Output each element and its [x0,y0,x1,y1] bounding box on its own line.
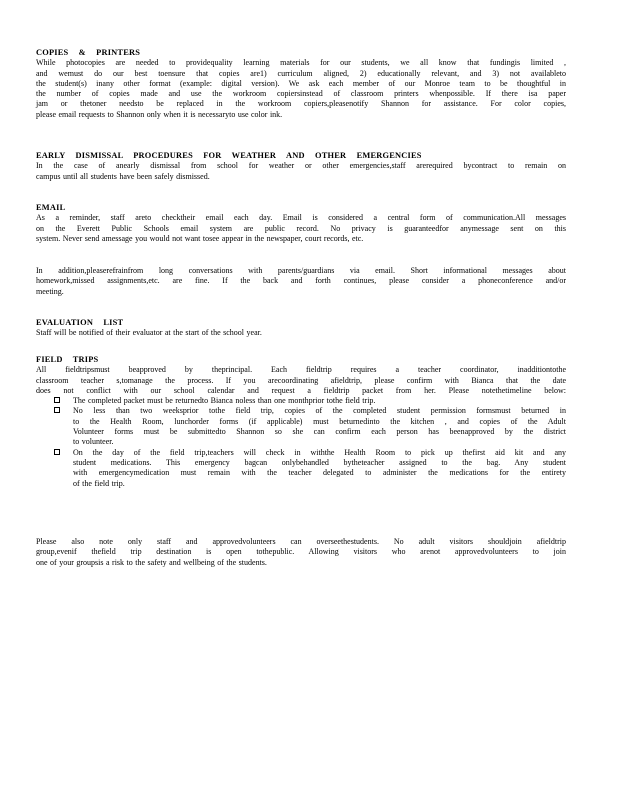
closing-line: one of your groupsis a risk to the safety and wellbeing of the students. [36,557,267,567]
list-item-line: Volunteer forms must be submittedto Shannon so she can confirm each person has beenapproved by the district [73,427,566,437]
email-section [36,203,566,244]
checkbox-bullet-icon [54,397,60,403]
field-trips-timeline-list [36,396,566,489]
checkbox-bullet-icon [54,407,60,413]
list-item-line: On the day of the field trip,teachers will check in withthe Health Room to pick up thefirst aid kit and any [73,447,566,457]
email-line: on the Everett Public Schools email system are public record. No privacy is guaranteedfor anymessage sent on this [36,223,566,233]
copies-line: jam or thetoner needsto be replaced in the workroom copiers,pleasenotify Shannon for assistance. For color copies, [36,99,566,109]
field-trips-line: All fieldtripsmust beapproved by theprincipal. Each fieldtrip requires a teacher coordinator, inadditiontothe [36,365,566,375]
list-item-line: No less than two weeksprior tothe field trip, copies of the completed student permission formsmust beturned in [73,406,566,416]
evaluation-heading: EVALUATION LIST [36,318,124,327]
field-trips-closing [36,537,566,568]
evaluation-line: Staff will be notified of their evaluator at the start of the school year. [36,328,262,338]
field-trips-line: classroom teacher s,tomanage the process. If you arecoordinating afieldtrip, please confirm with Bianca that the date [36,375,566,385]
copies-printers-body [36,58,566,120]
list-item-line: to the Health Room, lunchorder forms (if applicable) must beturnedinto the kitchen , and copies of the Adult [73,416,566,426]
checkbox-bullet-icon [54,449,60,455]
list-item [36,448,566,489]
email-line: system. Never send amessage you would not want tosee appear in the newspaper, court records, etc. [36,233,364,243]
copies-line: While photocopies are needed to providequality learning materials for our students, we all know that fundingis limited , [36,58,566,68]
list-item [36,396,566,406]
email-paragraph-2 [36,266,566,297]
early-dismissal-section [36,151,566,182]
closing-line: Please also note only staff and approvedvolunteers can overseethestudents. No adult visitors shouldjoin afieldtrip [36,537,566,546]
copies-line: the student(s) inany other format (example: digital version). We ask each member of our Monroe team to be thoughtful in [36,78,566,88]
list-item-line: student medications. This emergency bagcan onlybehandled bytheteacher assigned to the bag. Any student [73,457,566,467]
early-dismissal-heading: EARLY DISMISSAL PROCEDURES FOR WEATHER AND OTHER EMERGENCIES [36,151,422,160]
field-trips-heading: FIELD TRIPS [36,355,99,364]
early-dismissal-line: campus until all students have been safely dismissed. [36,171,210,181]
early-dismissal-body [36,161,566,182]
evaluation-section [36,318,566,339]
field-trips-line: does not conflict with our school calendar and request a fieldtrip packet from her. Please notethetimeline below: [36,385,566,395]
copies-printers-section [36,48,566,120]
copies-line: and wemust do our best toensure that copies are1) curriculum aligned, 2) educationally relevant, and 3) not availableto [36,68,566,78]
list-item [36,406,566,447]
email-line: meeting. [36,286,64,296]
list-item-line: to volunteer. [73,437,114,447]
copies-line: the number of copies made and use the workroom copiersinstead of classroom printers whenpossible. If there isa paper [36,89,566,99]
email-heading: EMAIL [36,203,66,212]
closing-line: group,evenif thefield trip destination is open tothepublic. Allowing visitors who arenot approvedvolunteers to join [36,547,566,557]
early-dismissal-line: In the case of anearly dismissal from school for weather or other emergencies,staff arerequired bycontract to remain on [36,161,566,171]
list-item-line: of the field trip. [73,478,125,488]
email-paragraph-1 [36,213,566,244]
list-item-line: The completed packet must be returnedto Bianca noless than one monthprior tothe field trip. [73,396,376,406]
email-line: In addition,pleaserefrainfrom long conversations with parents/guardians via email. Short informational messages about [36,266,566,275]
field-trips-section [36,355,566,489]
copies-printers-heading: COPIES & PRINTERS [36,48,141,57]
field-trips-intro [36,365,566,396]
email-line: homework,missed assignments,etc. are fine. If the back and forth continues, please consider a phoneconference and/or [36,276,566,286]
copies-line: please email requests to Shannon only when it is necessaryto use color ink. [36,109,283,119]
email-line: As a reminder, staff areto checktheir email each day. Email is considered a central form of communication.All messages [36,213,566,223]
list-item-line: with emergencymedication must remain with the teacher delegated to administer the medications for the entirety [73,468,566,478]
